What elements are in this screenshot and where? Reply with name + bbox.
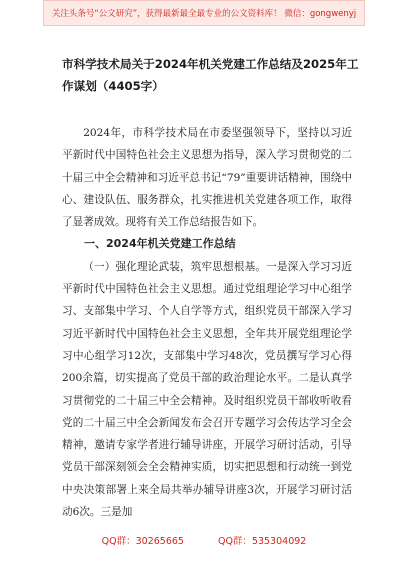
promo-banner xyxy=(43,0,365,26)
section-heading: 一、2024年机关党建工作总结 xyxy=(84,237,236,251)
qq-group-1: QQ群：30265665 xyxy=(101,536,184,547)
document-body xyxy=(62,122,352,523)
document-title: 市科学技术局关于2024年机关党建工作总结及2025年工作谋划（4405字） xyxy=(62,57,359,93)
promo-banner-text: 关注头条号“公文研究”，获得最新最全最专业的公文资料库！ 微信：gongwenyj xyxy=(51,9,357,19)
section-paragraph: （一）强化理论武装，筑牢思想根基。一是深入学习习近平新时代中国特色社会主义思想。通过党组理论学习中心组学习、支部集中学习、个人自学等方式，组织党员干部深入学习习近平新时代中国特色社会主义思想，全年共开展党组理论学习中心组学习12次，支部集中学习48次，党员撰写学习心得200余篇，切实提高了党员干部的政治理论水平。二是认真学习贯彻党的二十届三中全会精神。及时组织党员干部收听收看党的二十届三中全会新闻发布会召开专题学习会传达学习全会精神，邀请专家学者进行辅导讲座，开展学习研讨活动，引导党员干部深刻领会全会精神实质，切实把思想和行动统一到党中央决策部署上来全局共举办辅导讲座3次，开展学习研讨活动6次。三是加 xyxy=(62,260,352,519)
qq-group-2: QQ群：535304092 xyxy=(217,536,307,547)
intro-paragraph: 2024年，市科学技术局在市委坚强领导下，坚持以习近平新时代中国特色社会主义思想为指导，深入学习贯彻党的二十届三中全会精神和习近平总书记“79”重要讲话精神，围绕中心、建设队伍、服务群众，扎实推进机关党建各项工作，取得了显著成效。现将有关工作总结报告如下。 xyxy=(62,127,352,229)
footer-contacts xyxy=(0,533,408,547)
